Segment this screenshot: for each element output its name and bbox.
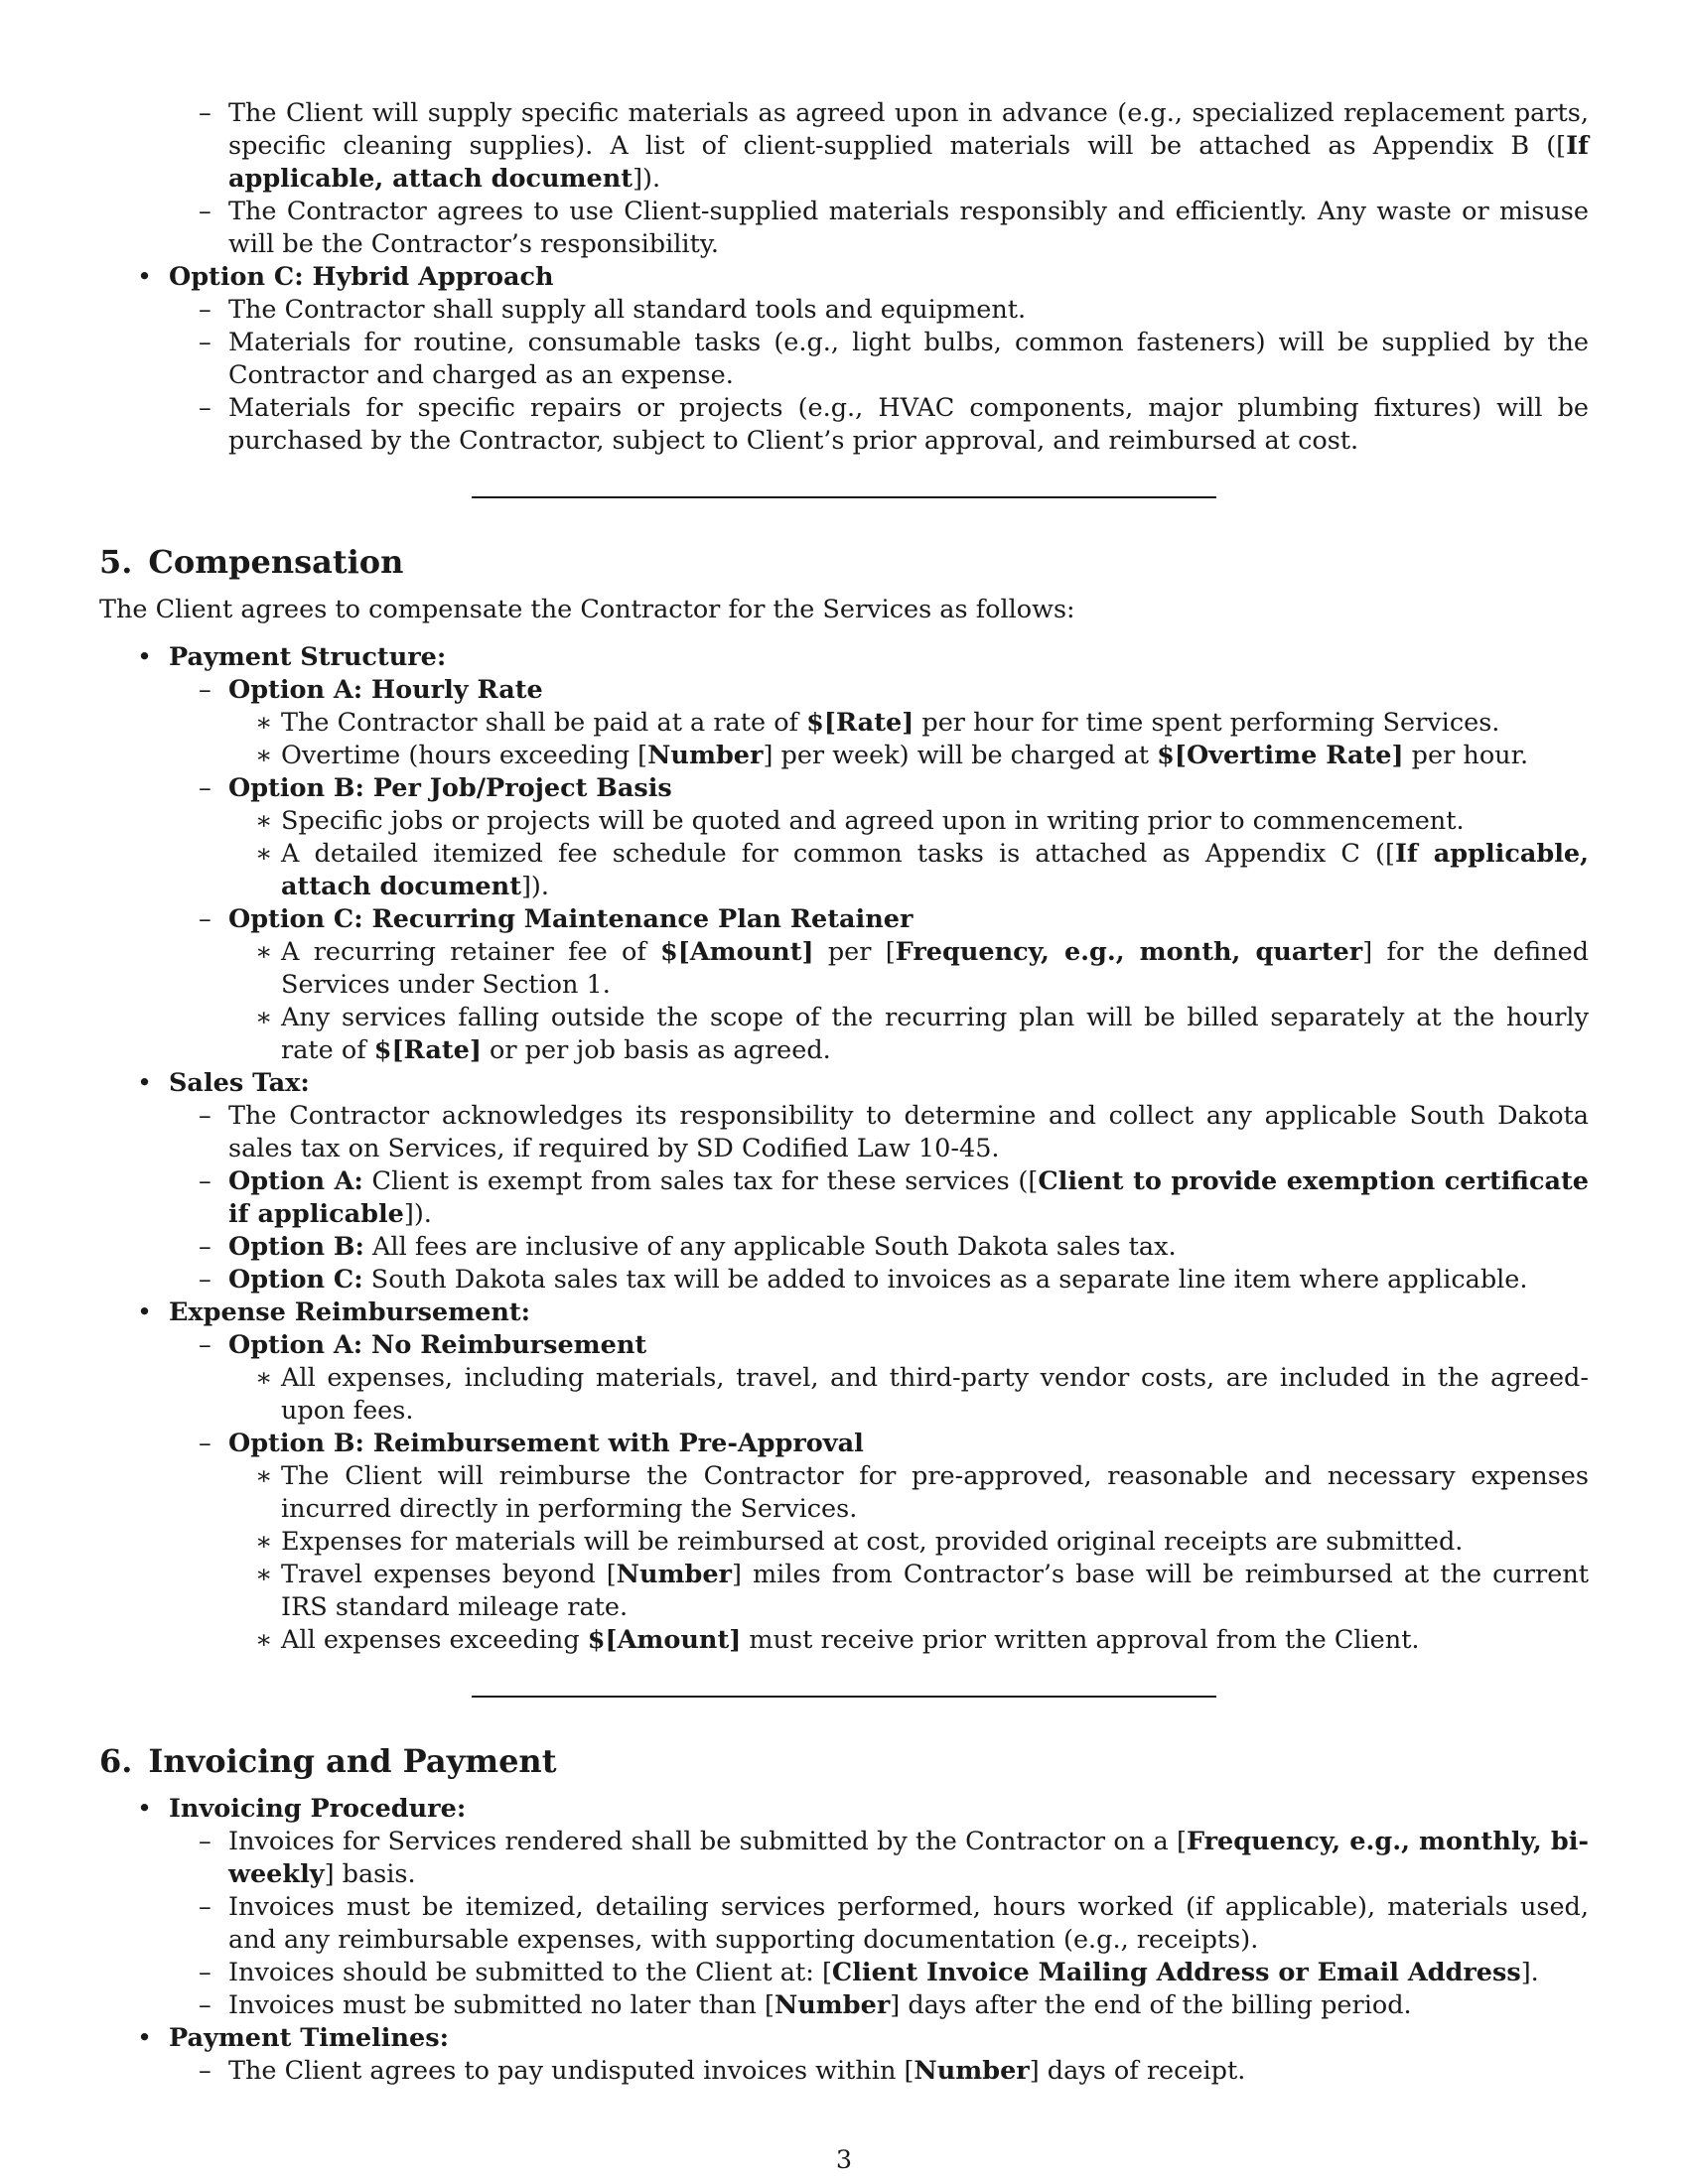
list-item: – Materials for specific repairs or projects (e.g., HVAC components, major plumbing fixtures) will be purchased by the Contractor, subject to Client’s prior approval, and reimbursed at cost. [169, 392, 1589, 458]
list-item: ∗ Overtime (hours exceeding [Number] per week) will be charged at $[Overtime Rate] per hour. [228, 740, 1589, 772]
section-intro: The Client agrees to compensate the Contractor for the Services as follows: [99, 595, 1075, 624]
option-b-items [99, 97, 1589, 261]
list-item: – The Contractor acknowledges its responsibility to determine and collect any applicable South Dakota sales tax on Services, if required by SD Codified Law 10-45. [169, 1100, 1589, 1165]
list-item: ∗ The Client will reimburse the Contractor for pre-approved, reasonable and necessary expenses incurred directly in performing the Services. [228, 1460, 1589, 1526]
payment-structure: • Payment Structure: – Option A: Hourly Rate ∗ The Contractor shall be paid at a rate of $[Rate] per hour for time spent performing Services. ∗ Overtime (hours exceeding [Number] per week) will be charged at $[Overtime Rate] per hour. – Option B: Per Job/Project Basis ∗ Specific jobs or projects will be quoted and agreed upon in writing prior to commencement. ∗ A detailed itemized fee schedule for common tasks is attached as Appendix C ([If applicable, attach document]). – Option C: Recurring Maintenance Plan Retainer ∗ A recurring retainer fee of $[Amount] per [Frequency, e.g., month, quarter] for the defined Services under Section 1. ∗ Any services falling outside the scope of the recurring plan will be billed separately at the hourly rate of $[Rate] or per job basis as agreed. [99, 641, 1589, 1067]
section-divider [472, 496, 1216, 498]
sales-tax: • Sales Tax: – The Contractor acknowledges its responsibility to determine and collect any applicable South Dakota sales tax on Services, if required by SD Codified Law 10-45. – Option A: Client is exempt from sales tax for these services ([Client to provide exemption certificate if applicable]). – Option B: All fees are inclusive of any applicable South Dakota sales tax. – Option C: South Dakota sales tax will be added to invoices as a separate line item where applicable. [99, 1067, 1589, 1297]
option-no-reimbursement: – Option A: No Reimbursement ∗ All expenses, including materials, travel, and third-party vendor costs, are included in the agreed-upon fees. [169, 1329, 1589, 1428]
list-item: – Option C: South Dakota sales tax will be added to invoices as a separate line item where applicable. [169, 1264, 1589, 1297]
list-item: ∗ Expenses for materials will be reimbursed at cost, provided original receipts are submitted. [228, 1526, 1589, 1559]
list-item: – Invoices must be itemized, detailing services performed, hours worked (if applicable), materials used, and any reimbursable expenses, with supporting documentation (e.g., receipts). [169, 1891, 1589, 1957]
list-item: – Materials for routine, consumable tasks (e.g., light bulbs, common fasteners) will be supplied by the Contractor and charged as an expense. [169, 327, 1589, 392]
section-divider [472, 1696, 1216, 1698]
section-heading-compensation: 5. Compensation [99, 543, 404, 581]
list-item: ∗ Specific jobs or projects will be quoted and agreed upon in writing prior to commencement. [228, 805, 1589, 838]
list-item: – Invoices should be submitted to the Client at: [Client Invoice Mailing Address or Email Address]. [169, 1957, 1589, 1989]
invoicing-list [99, 1793, 1589, 2088]
section-heading-invoicing: 6. Invoicing and Payment [99, 1742, 557, 1780]
list-item: ∗ All expenses, including materials, travel, and third-party vendor costs, are included in the agreed-upon fees. [228, 1362, 1589, 1428]
option-retainer: – Option C: Recurring Maintenance Plan Retainer ∗ A recurring retainer fee of $[Amount] per [Frequency, e.g., month, quarter] for the defined Services under Section 1. ∗ Any services falling outside the scope of the recurring plan will be billed separately at the hourly rate of $[Rate] or per job basis as agreed. [169, 903, 1589, 1067]
option-hourly-rate: – Option A: Hourly Rate ∗ The Contractor shall be paid at a rate of $[Rate] per hour for time spent performing Services. ∗ Overtime (hours exceeding [Number] per week) will be charged at $[Overtime Rate] per hour. [169, 674, 1589, 772]
expense-reimbursement: • Expense Reimbursement: – Option A: No Reimbursement ∗ All expenses, including materials, travel, and third-party vendor costs, are included in the agreed-upon fees. – Option B: Reimbursement with Pre-Approval ∗ The Client will reimburse the Contractor for pre-approved, reasonable and necessary expenses incurred directly in performing the Services. ∗ Expenses for materials will be reimbursed at cost, provided original receipts are submitted. ∗ Travel expenses beyond [Number] miles from Contractor’s base will be reimbursed at the current IRS standard mileage rate. ∗ All expenses exceeding $[Amount] must receive prior written approval from the Client. [99, 1297, 1589, 1657]
list-item: – Invoices must be submitted no later than [Number] days after the end of the billing period. [169, 1989, 1589, 2022]
list-item: – Invoices for Services rendered shall be submitted by the Contractor on a [Frequency, e.g., monthly, bi-weekly] basis. [169, 1826, 1589, 1891]
list-item: ∗ The Contractor shall be paid at a rate of $[Rate] per hour for time spent performing Services. [228, 707, 1589, 740]
list-item: – Option B: All fees are inclusive of any applicable South Dakota sales tax. [169, 1231, 1589, 1264]
list-item: ∗ All expenses exceeding $[Amount] must receive prior written approval from the Client. [228, 1624, 1589, 1657]
list-item: – The Client agrees to pay undisputed invoices within [Number] days of receipt. [169, 2055, 1589, 2088]
list-item: ∗ A recurring retainer fee of $[Amount] per [Frequency, e.g., month, quarter] for the defined Services under Section 1. [228, 936, 1589, 1002]
option-c-list [99, 261, 1589, 458]
page-number: 3 [835, 2145, 853, 2175]
list-item: – The Client will supply specific materials as agreed upon in advance (e.g., specialized replacement parts, specific cleaning supplies). A list of client-supplied materials will be attached as Appendix B ([If applicable, attach document]). [169, 97, 1589, 196]
compensation-list [99, 641, 1589, 1657]
invoicing-procedure: • Invoicing Procedure: – Invoices for Services rendered shall be submitted by the Contractor on a [Frequency, e.g., monthly, bi-weekly] basis. – Invoices must be itemized, detailing services performed, hours worked (if applicable), materials used, and any reimbursable expenses, with supporting documentation (e.g., receipts). – Invoices should be submitted to the Client at: [Client Invoice Mailing Address or Email Address]. – Invoices must be submitted no later than [Number] days after the end of the billing period. [99, 1793, 1589, 2022]
list-item: ∗ Travel expenses beyond [Number] miles from Contractor’s base will be reimbursed at the current IRS standard mileage rate. [228, 1559, 1589, 1624]
list-item: ∗ A detailed itemized fee schedule for common tasks is attached as Appendix C ([If applicable, attach document]). [228, 838, 1589, 903]
list-item: ∗ Any services falling outside the scope of the recurring plan will be billed separately at the hourly rate of $[Rate] or per job basis as agreed. [228, 1002, 1589, 1067]
option-per-job: – Option B: Per Job/Project Basis ∗ Specific jobs or projects will be quoted and agreed upon in writing prior to commencement. ∗ A detailed itemized fee schedule for common tasks is attached as Appendix C ([If applicable, attach document]). [169, 772, 1589, 903]
page-content [99, 97, 1589, 2088]
list-item: – The Contractor agrees to use Client-supplied materials responsibly and efficiently. Any waste or misuse will be the Contractor’s responsibility. [169, 196, 1589, 261]
payment-timelines: • Payment Timelines: – The Client agrees to pay undisputed invoices within [Number] days of receipt. [99, 2022, 1589, 2088]
option-reimbursement-pre-approval: – Option B: Reimbursement with Pre-Approval ∗ The Client will reimburse the Contractor for pre-approved, reasonable and necessary expenses incurred directly in performing the Services. ∗ Expenses for materials will be reimbursed at cost, provided original receipts are submitted. ∗ Travel expenses beyond [Number] miles from Contractor’s base will be reimbursed at the current IRS standard mileage rate. ∗ All expenses exceeding $[Amount] must receive prior written approval from the Client. [169, 1428, 1589, 1657]
list-item: – Option A: Client is exempt from sales tax for these services ([Client to provide exemption certificate if applicable]). [169, 1165, 1589, 1231]
option-c-hybrid: • Option C: Hybrid Approach – The Contractor shall supply all standard tools and equipment. – Materials for routine, consumable tasks (e.g., light bulbs, common fasteners) will be supplied by the Contractor and charged as an expense. – Materials for specific repairs or projects (e.g., HVAC components, major plumbing fixtures) will be purchased by the Contractor, subject to Client’s prior approval, and reimbursed at cost. [99, 261, 1589, 458]
list-item: – The Contractor shall supply all standard tools and equipment. [169, 294, 1589, 327]
